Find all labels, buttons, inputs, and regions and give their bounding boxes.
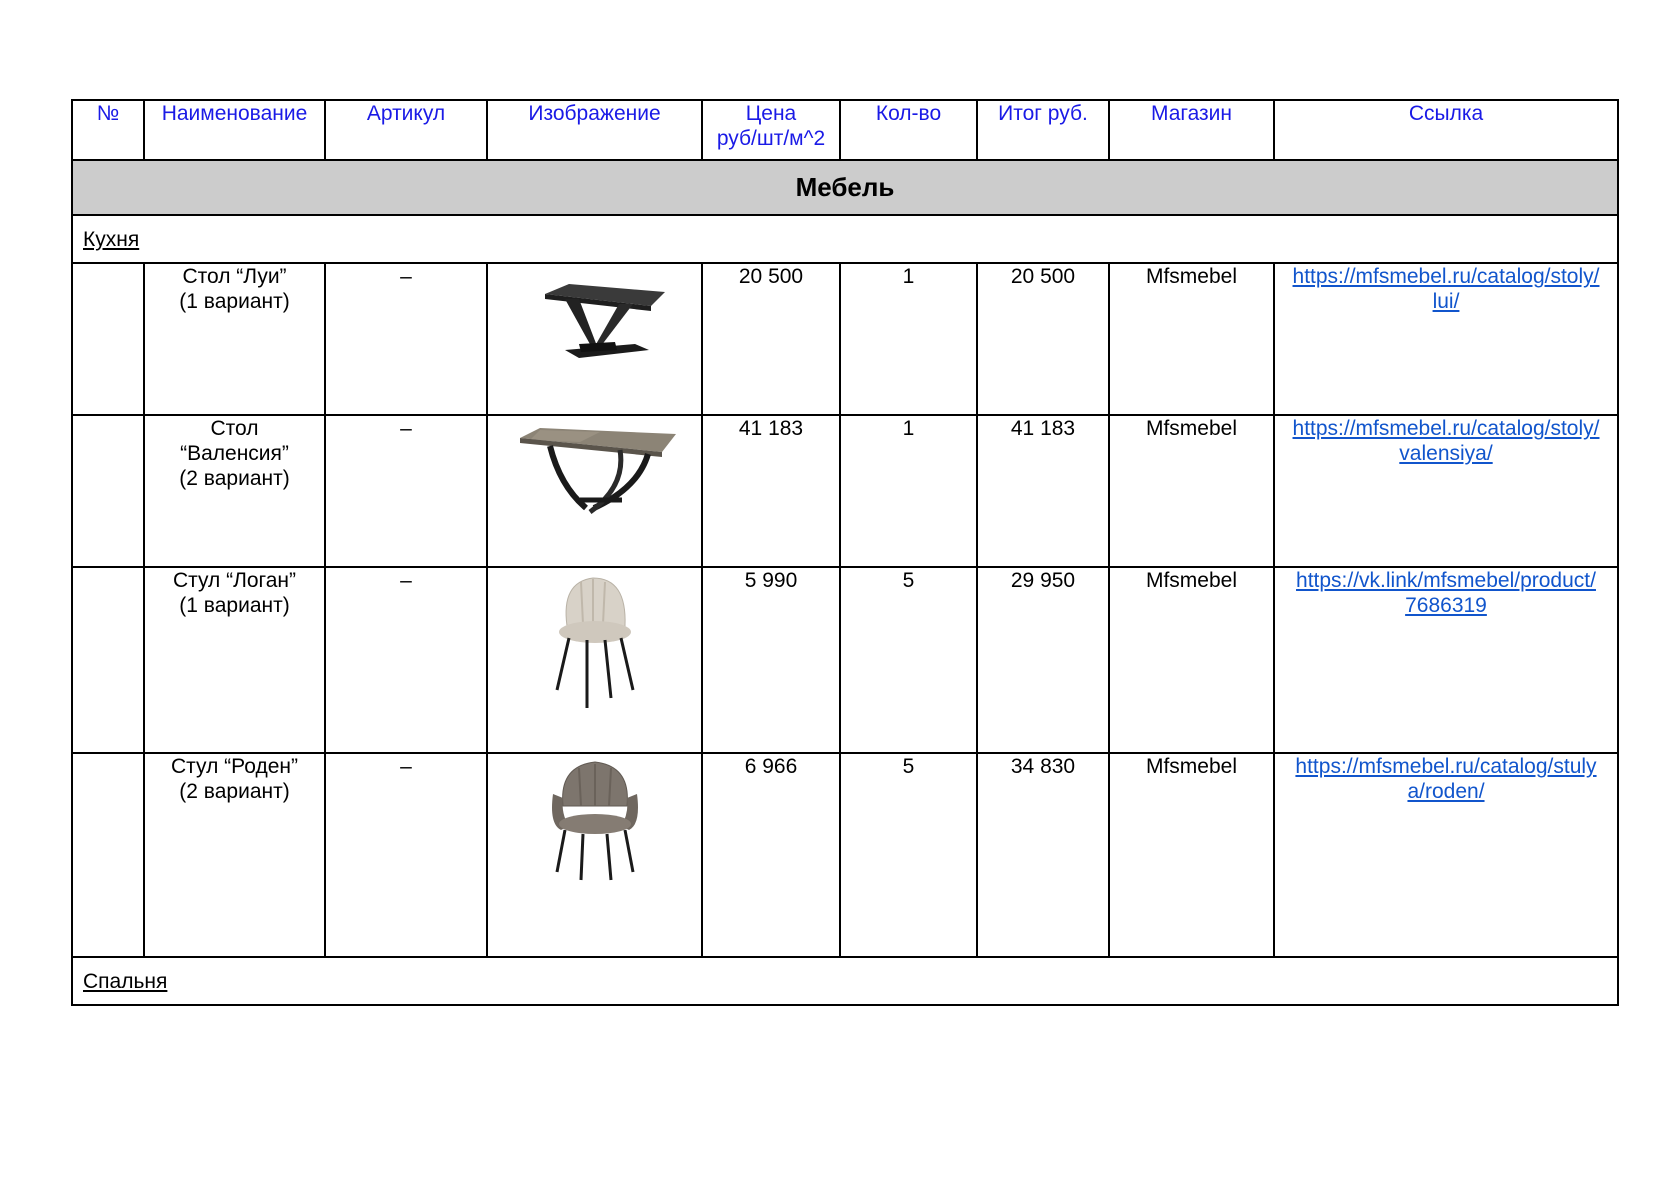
section-bedroom [72,957,1618,1005]
row-shop: Mfsmebel [1109,415,1274,567]
row-name [144,415,325,567]
row-link[interactable] [1274,415,1618,567]
row-price: 6 966 [702,753,840,957]
row-qty: 5 [840,753,977,957]
header-shop: Магазин [1109,100,1274,160]
row-link-line[interactable]: a/roden/ [1407,780,1485,803]
row-num [72,415,144,567]
header-image: Изображение [487,100,702,160]
header-article: Артикул [325,100,487,160]
row-num [72,567,144,753]
table-row [72,567,1618,753]
row-total: 41 183 [977,415,1109,567]
row-link-line[interactable]: https://mfsmebel.ru/catalog/stoly/ [1292,417,1600,440]
row-name [144,567,325,753]
row-name-line: (1 вариант) [179,594,290,617]
row-link-line[interactable]: valensiya/ [1399,442,1493,465]
row-qty: 1 [840,415,977,567]
table-row [72,753,1618,957]
row-price: 5 990 [702,567,840,753]
row-name [144,753,325,957]
row-article: – [325,263,487,415]
chair-shell-icon [488,568,701,718]
row-name-line: Стол “Луи” [182,265,287,288]
header-num: № [72,100,144,160]
row-link-line[interactable]: https://vk.link/mfsmebel/product/ [1296,569,1596,592]
row-name-line: Стол [210,417,259,440]
section-kitchen [72,215,1618,263]
section-row-bedroom [72,957,1618,1005]
row-link-line[interactable]: https://mfsmebel.ru/catalog/stuly [1295,755,1597,778]
banner-row [72,160,1618,215]
row-article: – [325,753,487,957]
row-name-line: Стул “Роден” [171,755,298,778]
row-name-line: “Валенсия” [180,442,289,465]
row-shop: Mfsmebel [1109,753,1274,957]
row-total: 34 830 [977,753,1109,957]
category-banner: Мебель [72,160,1618,215]
row-link[interactable] [1274,263,1618,415]
table-v-leg-icon [488,264,701,374]
header-row [72,100,1618,160]
header-qty: Кол-во [840,100,977,160]
furniture-spec-table [71,99,1619,1006]
row-num [72,753,144,957]
table-row [72,415,1618,567]
header-price-line1: Цена [745,102,797,125]
armchair-icon [488,754,701,884]
section-bedroom-label: Спальня [83,969,168,993]
row-shop: Mfsmebel [1109,567,1274,753]
row-name-line: (1 вариант) [179,290,290,313]
row-link-line[interactable]: lui/ [1432,290,1460,313]
row-image [487,567,702,753]
row-link[interactable] [1274,567,1618,753]
row-qty: 1 [840,263,977,415]
row-name-line: (2 вариант) [179,780,290,803]
row-name [144,263,325,415]
table-row [72,263,1618,415]
row-total: 29 950 [977,567,1109,753]
section-row-kitchen [72,215,1618,263]
header-name: Наименование [144,100,325,160]
row-total: 20 500 [977,263,1109,415]
row-link[interactable] [1274,753,1618,957]
header-price [702,100,840,160]
header-link: Ссылка [1274,100,1618,160]
row-qty: 5 [840,567,977,753]
row-name-line: Стул “Логан” [172,569,297,592]
row-link-line[interactable]: 7686319 [1405,594,1487,617]
row-num [72,263,144,415]
row-image [487,263,702,415]
row-image [487,753,702,957]
row-shop: Mfsmebel [1109,263,1274,415]
row-name-line: (2 вариант) [179,467,290,490]
row-image [487,415,702,567]
row-article: – [325,415,487,567]
row-link-line[interactable]: https://mfsmebel.ru/catalog/stoly/ [1292,265,1600,288]
table-arched-leg-icon [488,416,701,526]
row-price: 20 500 [702,263,840,415]
row-article: – [325,567,487,753]
section-kitchen-label: Кухня [83,227,140,251]
header-price-line2: руб/шт/м^2 [716,127,826,150]
row-price: 41 183 [702,415,840,567]
header-total: Итог руб. [977,100,1109,160]
